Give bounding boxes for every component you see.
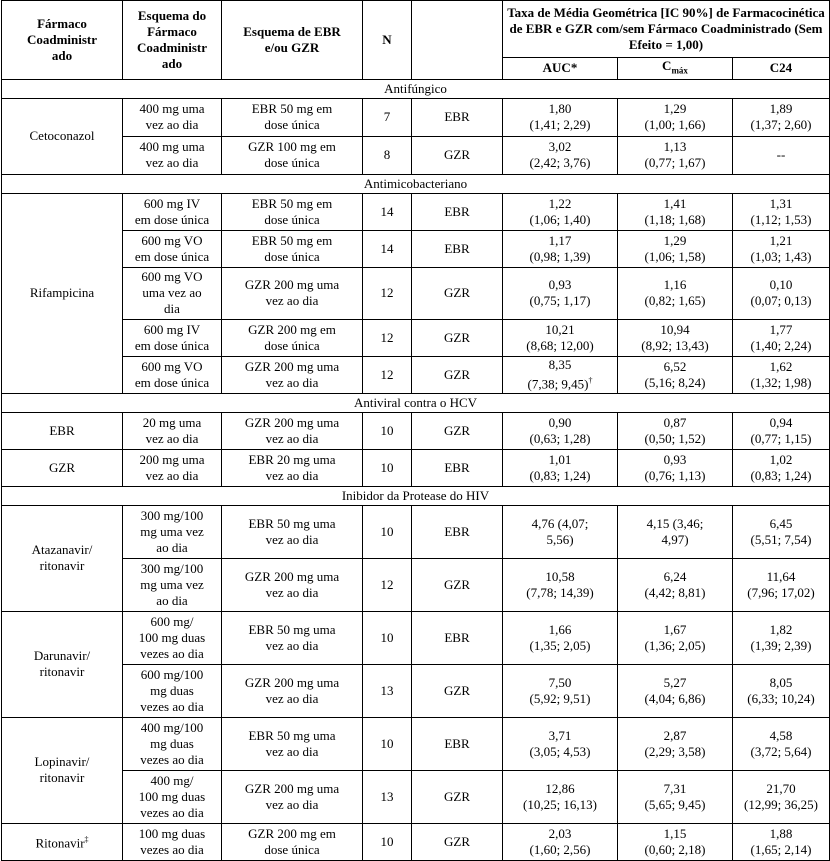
auc: 1,66 (1,35; 2,05) — [503, 611, 618, 664]
analyte: GZR — [412, 558, 503, 611]
cmax: 1,29 (1,06; 1,58) — [618, 230, 733, 267]
c24: 1,02 (0,83; 1,24) — [733, 449, 830, 486]
sched: 100 mg duas vezes ao dia — [123, 823, 222, 860]
header-taxa: Taxa de Média Geométrica [IC 90%] de Farmacocinética de EBR e GZR com/sem Fármaco Coadministrado (Sem Efeito = 1,00) — [503, 1, 830, 58]
sched: 600 mg VO em dose única — [123, 230, 222, 267]
auc: 10,21 (8,68; 12,00) — [503, 319, 618, 356]
drug-atazanavir: Atazanavir/ ritonavir — [2, 505, 123, 611]
cmax: 6,52 (5,16; 8,24) — [618, 356, 733, 393]
ebrgzr: GZR 200 mg uma vez ao dia — [222, 267, 363, 319]
ebrgzr: EBR 50 mg em dose única — [222, 193, 363, 230]
sched: 400 mg uma vez ao dia — [123, 98, 222, 136]
ebrgzr: EBR 50 mg em dose única — [222, 230, 363, 267]
section-antiviral: Antiviral contra o HCV — [2, 393, 830, 412]
ebrgzr: EBR 50 mg uma vez ao dia — [222, 611, 363, 664]
sched: 600 mg IV em dose única — [123, 319, 222, 356]
header-esquema-farmaco: Esquema do Fármaco Coadministr ado — [123, 1, 222, 80]
auc: 8,35 (7,38; 9,45)† — [503, 356, 618, 393]
header-n: N — [363, 1, 412, 80]
header-auc: AUC* — [503, 58, 618, 80]
auc: 0,90 (0,63; 1,28) — [503, 412, 618, 449]
cmax: 1,16 (0,82; 1,65) — [618, 267, 733, 319]
analyte: EBR — [412, 98, 503, 136]
n: 8 — [363, 136, 412, 174]
auc: 4,76 (4,07; 5,56) — [503, 505, 618, 558]
drug-gzr: GZR — [2, 449, 123, 486]
analyte: GZR — [412, 319, 503, 356]
ebrgzr: GZR 200 mg em dose única — [222, 823, 363, 860]
cmax: 6,24 (4,42; 8,81) — [618, 558, 733, 611]
c24: 11,64 (7,96; 17,02) — [733, 558, 830, 611]
auc: 10,58 (7,78; 14,39) — [503, 558, 618, 611]
analyte: EBR — [412, 717, 503, 770]
section-antimicobacteriano: Antimicobacteriano — [2, 174, 830, 193]
n: 12 — [363, 319, 412, 356]
header-c24: C24 — [733, 58, 830, 80]
auc: 1,80 (1,41; 2,29) — [503, 98, 618, 136]
auc: 1,22 (1,06; 1,40) — [503, 193, 618, 230]
sched: 400 mg/100 mg duas vezes ao dia — [123, 717, 222, 770]
n: 12 — [363, 356, 412, 393]
sched: 600 mg/ 100 mg duas vezes ao dia — [123, 611, 222, 664]
sched: 600 mg VO em dose única — [123, 356, 222, 393]
analyte: EBR — [412, 611, 503, 664]
sched: 400 mg/ 100 mg duas vezes ao dia — [123, 770, 222, 823]
cmax: 5,27 (4,04; 6,86) — [618, 664, 733, 717]
n: 14 — [363, 230, 412, 267]
c24: 1,77 (1,40; 2,24) — [733, 319, 830, 356]
cmax: 0,87 (0,50; 1,52) — [618, 412, 733, 449]
n: 12 — [363, 267, 412, 319]
auc: 1,17 (0,98; 1,39) — [503, 230, 618, 267]
c24: 1,88 (1,65; 2,14) — [733, 823, 830, 860]
ebrgzr: GZR 100 mg em dose única — [222, 136, 363, 174]
c24: 21,70 (12,99; 36,25) — [733, 770, 830, 823]
n: 7 — [363, 98, 412, 136]
analyte: EBR — [412, 230, 503, 267]
analyte: GZR — [412, 770, 503, 823]
n: 12 — [363, 558, 412, 611]
sched: 600 mg/100 mg duas vezes ao dia — [123, 664, 222, 717]
n: 10 — [363, 449, 412, 486]
cmax: 1,29 (1,00; 1,66) — [618, 98, 733, 136]
cmax: 10,94 (8,92; 13,43) — [618, 319, 733, 356]
ebrgzr: GZR 200 mg uma vez ao dia — [222, 664, 363, 717]
c24: 0,10 (0,07; 0,13) — [733, 267, 830, 319]
cmax: 0,93 (0,76; 1,13) — [618, 449, 733, 486]
header-farmaco: Fármaco Coadministr ado — [2, 1, 123, 80]
drug-lopinavir: Lopinavir/ ritonavir — [2, 717, 123, 823]
drug-darunavir: Darunavir/ ritonavir — [2, 611, 123, 717]
analyte: GZR — [412, 412, 503, 449]
drug-cetoconazol: Cetoconazol — [2, 98, 123, 174]
c24: 6,45 (5,51; 7,54) — [733, 505, 830, 558]
ebrgzr: EBR 50 mg uma vez ao dia — [222, 717, 363, 770]
interaction-table — [1, 0, 830, 861]
analyte: EBR — [412, 193, 503, 230]
analyte: GZR — [412, 356, 503, 393]
ebrgzr: EBR 20 mg uma vez ao dia — [222, 449, 363, 486]
ebrgzr: GZR 200 mg uma vez ao dia — [222, 412, 363, 449]
ebrgzr: GZR 200 mg uma vez ao dia — [222, 770, 363, 823]
header-esquema-ebr: Esquema de EBR e/ou GZR — [222, 1, 363, 80]
c24: -- — [733, 136, 830, 174]
n: 10 — [363, 717, 412, 770]
sched: 200 mg uma vez ao dia — [123, 449, 222, 486]
analyte: GZR — [412, 823, 503, 860]
auc: 3,02 (2,42; 3,76) — [503, 136, 618, 174]
sched: 600 mg VO uma vez ao dia — [123, 267, 222, 319]
auc: 2,03 (1,60; 2,56) — [503, 823, 618, 860]
drug-ritonavir: Ritonavir‡ — [2, 823, 123, 860]
n: 10 — [363, 823, 412, 860]
c24: 1,62 (1,32; 1,98) — [733, 356, 830, 393]
c24: 1,89 (1,37; 2,60) — [733, 98, 830, 136]
drug-rifampicina: Rifampicina — [2, 193, 123, 393]
c24: 4,58 (3,72; 5,64) — [733, 717, 830, 770]
ebrgzr: EBR 50 mg em dose única — [222, 98, 363, 136]
auc: 3,71 (3,05; 4,53) — [503, 717, 618, 770]
section-protease: Inibidor da Protease do HIV — [2, 486, 830, 505]
sched: 20 mg uma vez ao dia — [123, 412, 222, 449]
c24: 8,05 (6,33; 10,24) — [733, 664, 830, 717]
auc: 7,50 (5,92; 9,51) — [503, 664, 618, 717]
sched: 600 mg IV em dose única — [123, 193, 222, 230]
n: 10 — [363, 505, 412, 558]
sched: 400 mg uma vez ao dia — [123, 136, 222, 174]
ebrgzr: GZR 200 mg uma vez ao dia — [222, 356, 363, 393]
c24: 0,94 (0,77; 1,15) — [733, 412, 830, 449]
c24: 1,31 (1,12; 1,53) — [733, 193, 830, 230]
sched: 300 mg/100 mg uma vez ao dia — [123, 505, 222, 558]
header-cmax: $C_{máx}$ — [618, 58, 733, 80]
c24: 1,21 (1,03; 1,43) — [733, 230, 830, 267]
ebrgzr: GZR 200 mg uma vez ao dia — [222, 558, 363, 611]
drug-ebr: EBR — [2, 412, 123, 449]
footnote-double-dagger: ‡ — [84, 834, 89, 844]
header-analyte — [412, 1, 503, 80]
analyte: GZR — [412, 267, 503, 319]
n: 14 — [363, 193, 412, 230]
cmax: 1,41 (1,18; 1,68) — [618, 193, 733, 230]
cmax: 1,15 (0,60; 2,18) — [618, 823, 733, 860]
c24: 1,82 (1,39; 2,39) — [733, 611, 830, 664]
auc: 1,01 (0,83; 1,24) — [503, 449, 618, 486]
analyte: GZR — [412, 136, 503, 174]
n: 13 — [363, 664, 412, 717]
cmax: 7,31 (5,65; 9,45) — [618, 770, 733, 823]
auc: 0,93 (0,75; 1,17) — [503, 267, 618, 319]
cmax: 4,15 (3,46; 4,97) — [618, 505, 733, 558]
section-antifungico: Antifúngico — [2, 79, 830, 98]
ebrgzr: EBR 50 mg uma vez ao dia — [222, 505, 363, 558]
analyte: GZR — [412, 664, 503, 717]
cmax: 1,67 (1,36; 2,05) — [618, 611, 733, 664]
n: 10 — [363, 611, 412, 664]
sched: 300 mg/100 mg uma vez ao dia — [123, 558, 222, 611]
analyte: EBR — [412, 449, 503, 486]
analyte: EBR — [412, 505, 503, 558]
cmax: 2,87 (2,29; 3,58) — [618, 717, 733, 770]
n: 10 — [363, 412, 412, 449]
n: 13 — [363, 770, 412, 823]
cmax: 1,13 (0,77; 1,67) — [618, 136, 733, 174]
ebrgzr: GZR 200 mg em dose única — [222, 319, 363, 356]
footnote-dagger: † — [588, 375, 593, 385]
auc: 12,86 (10,25; 16,13) — [503, 770, 618, 823]
